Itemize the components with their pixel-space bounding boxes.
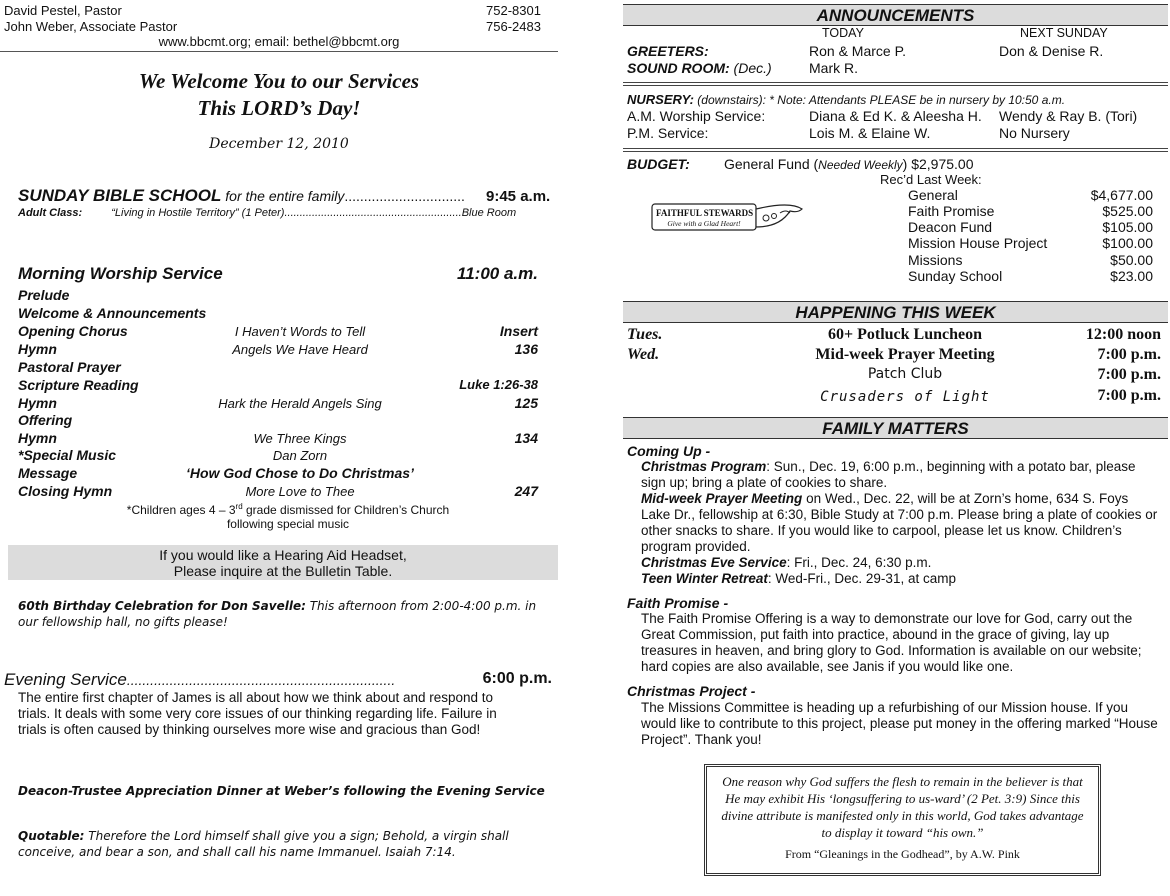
nursery-line [627,92,1065,107]
service-date: December 12, 2010 [209,136,349,152]
evening-text-line: The entire first chapter of James is all about how we think about and respond to [18,690,494,705]
divider [623,151,1168,152]
service-item-label: Welcome & Announcements [18,305,207,321]
announcements-header: ANNOUNCEMENTS [623,4,1168,26]
associate-name: John Weber, Associate Pastor [4,19,178,34]
coming-up-heading: Coming Up - [627,443,711,459]
divider [623,85,1168,86]
budget-item-amount: $50.00 [1110,252,1153,268]
service-item-title: Dan Zorn [272,448,328,463]
teen-retreat-text: : Wed-Fri., Dec. 29-31, at camp [767,571,956,586]
event-name: 60+ Potluck Luncheon [827,326,983,343]
budget-item-amount: $525.00 [1102,203,1153,219]
budget-fund-text: General Fund ( [724,156,819,172]
sunday-school-subtitle: for the entire family [221,188,345,204]
faith-promise-heading: Faith Promise - [627,595,729,611]
budget-needed: Needed Weekly [818,158,903,172]
christmas-program-title: Christmas Program [641,459,767,474]
christmas-eve-item [641,555,1161,571]
logo-top-text: FAITHFUL STEWARDS [656,208,754,218]
quote-text: One reason why God suffers the flesh to remain in the believer is that He may exhibit His ‘longsuffering to us-ward’ (2 Pet. 3:9) Since this divine attribute is manifested only in this world, God takes advantage to display it toward “his own.” [721,774,1084,840]
evening-leader: ..................................................................... [126,672,396,688]
hearing-line-1: If you would like a Hearing Aid Headset, [159,547,407,563]
budget-item-amount: $105.00 [1102,219,1153,235]
sunday-school-title: SUNDAY BIBLE SCHOOL [18,186,222,205]
quotable-text: conceive, and bear a son, and shall call his name Immanuel. Isaiah 7:14. [18,845,456,859]
hearing-aid-notice [8,545,558,580]
pm-next: No Nursery [999,125,1070,141]
children-note-part: following special music [226,517,350,531]
adult-class-line [18,207,516,219]
welcome-line-1: We Welcome You to our Services [138,69,420,93]
worship-title: Morning Worship Service [18,264,223,283]
service-item-label: Closing Hymn [18,483,113,499]
budget-item-name: Deacon Fund [908,219,993,235]
am-next: Wendy & Ray B. (Tori) [999,108,1138,124]
midweek-item [641,491,1161,555]
greeters-next: Don & Denise R. [999,43,1104,59]
greeters-today: Ron & Marce P. [809,43,907,59]
service-item-label: Hymn [18,341,57,357]
adult-class-text: “Living in Hostile Territory” (1 Peter)..........................................................Blue Room [111,207,517,219]
web-email: www.bbcmt.org; email: bethel@bbcmt.org [158,34,400,49]
faithful-stewards-logo [650,199,810,237]
evening-title: Evening Service [4,670,127,689]
service-item-label: Hymn [18,430,57,446]
event-day: Wed. [627,346,660,363]
family-matters-header: FAMILY MATTERS [623,417,1168,439]
evening-text-line: trials is often caused by thinking ourselves more wise and gracious than God! [18,722,481,737]
birthday-notice [18,598,536,630]
budget-amount: ) $2,975.00 [902,156,974,172]
budget-item-name: Missions [908,252,963,268]
children-church-note [118,500,458,531]
service-item-number: 125 [514,395,538,411]
sound-room-today: Mark R. [809,60,858,76]
midweek-text: on Wed., Dec. 22, will be at Zorn’s home, 634 S. Foys Lake Dr., fellowship at 6:30, Bible Study at 7:00 p.m. Please bring a plate of cookies or other snacks to share. If you would like to carpool, please let us know. Children’s program provided. [641,491,1158,554]
christmas-program-text: : Sun., Dec. 19, 6:00 p.m., beginning with a potato bar, please sign up; bring a plate of cookies to share. [641,459,1136,490]
service-item-title: More Love to Thee [245,484,355,499]
budget-item-name: General [908,187,958,203]
christmas-program-item [641,459,1161,491]
pm-label: P.M. Service: [627,125,709,141]
cornucopia-icon [650,199,810,237]
divider [623,82,1168,83]
received-last-week: Rec’d Last Week: [880,172,982,187]
event-time: 12:00 noon [1085,326,1161,343]
event-name: Patch Club [867,366,943,382]
service-item-label: *Special Music [18,447,117,463]
event-time: 7:00 p.m. [1097,387,1161,404]
christmas-eve-text: : Fri., Dec. 24, 6:30 p.m. [786,555,932,570]
sound-room [627,60,772,76]
pastor-name: David Pestel, Pastor [4,3,122,18]
sound-room-sub: (Dec.) [729,60,772,76]
birthday-text: our fellowship hall, no gifts please! [18,615,228,629]
sunday-school-leader: ............................... [344,188,465,204]
nursery-note: (downstairs): * Note: Attendants PLEASE be in nursery by 10:50 a.m. [693,93,1066,107]
christmas-project-heading: Christmas Project - [627,683,756,699]
divider [623,148,1168,149]
col-today: TODAY [822,26,864,40]
quote-source: From “Gleanings in the Godhead”, by A.W. Pink [785,847,1020,861]
service-item-title: I Haven’t Words to Tell [234,324,366,339]
sunday-school-time: 9:45 a.m. [486,188,551,205]
service-item-number: 134 [514,430,538,446]
deacon-dinner-notice: Deacon-Trustee Appreciation Dinner at Weber’s following the Evening Service [18,784,545,798]
children-note-sup: rd [235,502,243,511]
evening-time: 6:00 p.m. [482,670,552,687]
contact-header [0,0,558,52]
evening-description [18,690,497,738]
christmas-eve-title: Christmas Eve Service [641,555,787,570]
nursery-label: NURSERY: [627,92,694,107]
quotable-label: Quotable: [18,829,85,843]
evening-text-line: trials. It deals with some very core issues of our thinking regarding life. Failure in [18,706,497,721]
hearing-line-2: Please inquire at the Bulletin Table. [173,563,393,579]
service-item-label: Prelude [18,287,70,303]
teen-retreat-item [641,571,1161,587]
budget-general-fund [724,156,974,172]
quotable-text: Therefore the Lord himself shall give you a sign; Behold, a virgin shall [84,829,509,843]
budget-item-name: Sunday School [908,268,1003,284]
event-day: Tues. [627,326,663,343]
midweek-title: Mid-week Prayer Meeting [641,491,803,506]
logo-bottom-text: Give with a Glad Heart! [667,219,741,228]
teen-retreat-title: Teen Winter Retreat [641,571,768,586]
budget-item-amount: $23.00 [1110,268,1153,284]
children-note-part: *Children ages 4 – 3 [126,503,236,517]
budget-item-amount: $100.00 [1102,235,1153,251]
children-note-part: grade dismissed for Children’s Church [242,503,450,517]
sunday-school-line [18,186,465,206]
service-item-label: Hymn [18,395,57,411]
service-item-label: Pastoral Prayer [18,359,121,375]
birthday-text: This afternoon from 2:00-4:00 p.m. in [305,599,537,613]
worship-time: 11:00 a.m. [457,264,538,283]
faith-promise-text: The Faith Promise Offering is a way to demonstrate our love for God, carry out the Great Commission, put faith into practice, abound in the grace of giving, lay up treasures in heaven, and bring glory to God. Information is available on our website; hard copies are also available, see Janis if you would like one. [641,611,1142,674]
service-item-label: Message [18,465,78,481]
service-item-number: Luke 1:26-38 [459,377,538,392]
message-title: ‘How God Chose to Do Christmas’ [186,465,414,481]
welcome-line-2: This LORD’s Day! [197,96,361,120]
col-next-sunday: NEXT SUNDAY [1020,26,1108,40]
budget-label: BUDGET: [627,156,690,172]
service-item-number: Insert [499,323,538,339]
evening-service-line [4,670,395,690]
service-item-title: Hark the Herald Angels Sing [218,396,382,411]
pastor-phone: 752-8301 [486,3,541,18]
event-name: Crusaders of Light [820,389,990,405]
service-item-number: 247 [514,483,538,499]
am-label: A.M. Worship Service: [627,108,766,124]
service-item-title: Angels We Have Heard [232,342,368,357]
pink-quote-box [704,764,1101,876]
christmas-project-text: The Missions Committee is heading up a refurbishing of our Mission house. If you would like to contribute to this project, please put money in the offering marked “House Project”. Thank you! [641,700,1158,747]
budget-item-name: Mission House Project [908,235,1048,251]
am-today: Diana & Ed K. & Aleesha H. [809,108,982,124]
service-item-label: Offering [18,412,73,428]
event-time: 7:00 p.m. [1097,366,1161,383]
associate-phone: 756-2483 [486,19,541,34]
happening-header: HAPPENING THIS WEEK [623,301,1168,323]
service-item-title: We Three Kings [253,431,347,446]
sound-room-label: SOUND ROOM: [627,60,730,76]
birthday-title: 60th Birthday Celebration for Don Savelle: [18,599,306,613]
budget-item-name: Faith Promise [908,203,995,219]
budget-item-amount: $4,677.00 [1090,187,1153,203]
service-item-number: 136 [514,341,538,357]
greeters-label: GREETERS: [627,43,709,59]
service-item-label: Opening Chorus [18,323,128,339]
event-name: Mid-week Prayer Meeting [815,346,995,363]
adult-class-label: Adult Class: [18,207,83,219]
event-time: 7:00 p.m. [1097,346,1161,363]
pm-today: Lois M. & Elaine W. [809,125,931,141]
service-item-label: Scripture Reading [18,377,139,393]
quotable [18,828,509,860]
